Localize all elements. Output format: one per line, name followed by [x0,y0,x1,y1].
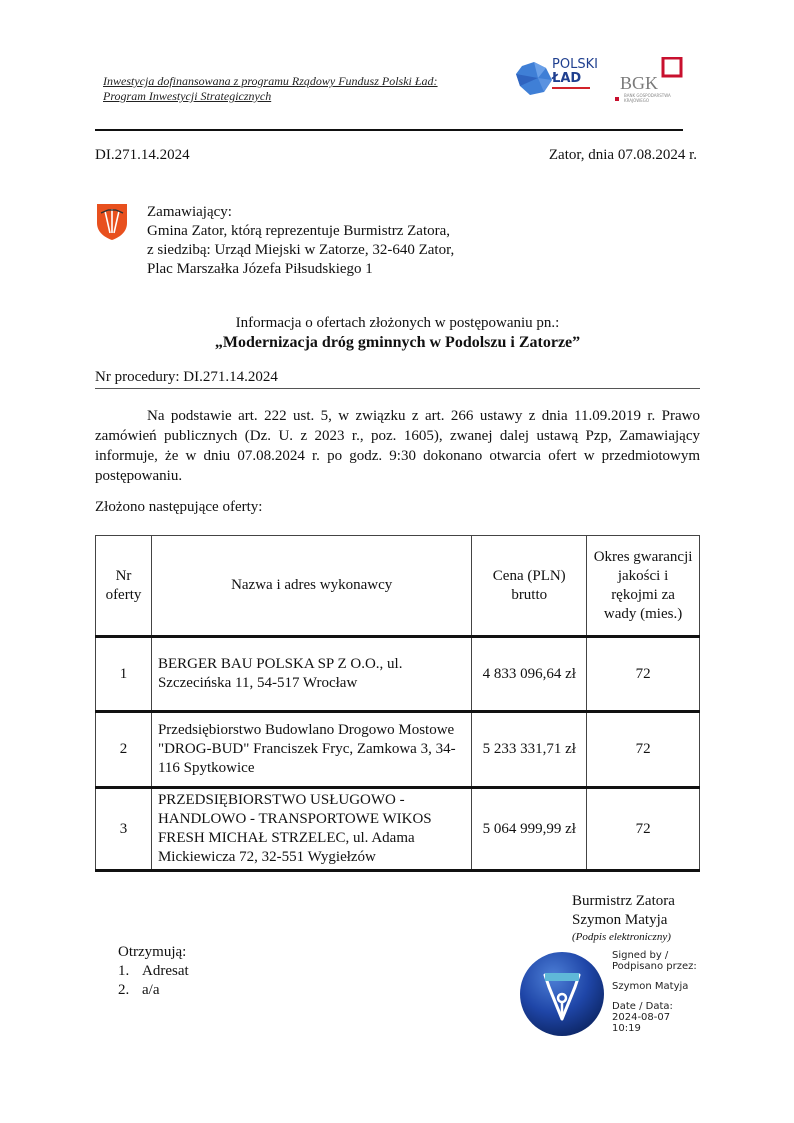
signer-block [572,892,675,944]
cell-price: 5 064 999,99 zł [472,788,587,871]
contracting-line1: Gmina Zator, którą reprezentuje Burmistrz Zatora, [147,223,451,239]
signature-info [612,950,697,1034]
table-header-row [96,536,700,637]
cell-warranty: 72 [587,788,700,871]
offers-table [95,535,700,872]
sign-date: 2024-08-07 [612,1012,671,1023]
recipient-text: a/a [142,982,160,998]
submitted-offers-label: Złożono następujące oferty: [95,499,263,515]
legal-paragraph: Na podstawie art. 222 ust. 5, w związku z art. 266 ustawy z dnia 11.09.2019 r. Prawo zamówień publicznych (Dz. U. z 2023 r., poz. 1605), zwanej dalej ustawą Pzp, Zamawiający informuje, że w dniu 07.08.2024 r. po godz. 9:30 dokonano otwarcia ofert w przedmiotowym postępowaniu. [95,408,700,484]
coat-of-arms-icon [96,203,128,241]
cell-price: 4 833 096,64 zł [472,637,587,712]
table-row [96,788,700,871]
bgk-sub1: BANK GOSPODARSTWA [624,93,671,98]
bgk-logo [612,57,692,107]
cell-name: Przedsiębiorstwo Budowlano Drogowo Mostowe "DROG-BUD" Franciszek Fryc, Zamkowa 3, 34-116 Spytkowice [151,712,471,788]
cell-nr: 3 [96,788,152,871]
recipient-number: 1. [118,963,130,979]
procedure-number: Nr procedury: DI.271.14.2024 [95,369,700,389]
signed-by-line1: Signed by / [612,950,669,961]
header-name: Nazwa i adres wykonawcy [151,536,471,637]
recipient-text: Adresat [142,963,189,979]
polski-lad-logo-icon [516,62,556,96]
polski-lad-line2: ŁAD [552,71,582,86]
signed-name: Szymon Matyja [612,981,689,992]
recipient-item [118,981,189,1000]
header-price: Cena (PLN) brutto [472,536,587,637]
funding-note-line1: Inwestycja dofinansowana z programu Rządowy Fundusz Polski Ład: [103,74,438,88]
signer-note: (Podpis elektroniczny) [572,931,671,943]
recipients-block [118,943,189,1000]
date-label: Date / Data: [612,1001,673,1012]
header-nr: Nr oferty [96,536,152,637]
signer-title: Burmistrz Zatora [572,893,675,909]
recipients-label: Otrzymują: [118,944,187,960]
bgk-sub2: KRAJOWEGO [624,98,650,103]
reference-number: DI.271.14.2024 [95,147,190,163]
contracting-label: Zamawiający: [147,204,232,220]
funding-note [103,74,438,104]
cell-name: BERGER BAU POLSKA SP Z O.O., ul. Szczecińska 11, 54-517 Wrocław [151,637,471,712]
cell-warranty: 72 [587,637,700,712]
signer-name: Szymon Matyja [572,912,668,928]
contracting-line2: z siedzibą: Urząd Miejski w Zatorze, 32-640 Zator, [147,242,455,258]
table-row [96,712,700,788]
document-title [95,314,700,352]
cell-nr: 2 [96,712,152,788]
title-line1: Informacja o ofertach złożonych w postępowaniu pn.: [235,315,560,331]
signed-by-line2: Podpisano przez: [612,961,697,972]
place-date: Zator, dnia 07.08.2024 r. [548,147,697,163]
fountain-pen-icon [519,951,605,1037]
polski-lad-line1: POLSKI [552,57,598,72]
title-line2: „Modernizacja dróg gminnych w Podolszu i Zatorze” [214,334,581,351]
bgk-text: BGK [620,73,659,93]
table-row [96,637,700,712]
cell-name: PRZEDSIĘBIORSTWO USŁUGOWO - HANDLOWO - TRANSPORTOWE WIKOS FRESH MICHAŁ STRZELEC, ul. Adama Mickiewicza 72, 32-551 Wygiełzów [151,788,471,871]
recipient-item [118,962,189,981]
header-warranty: Okres gwarancji jakości i rękojmi za wady (mies.) [587,536,700,637]
sign-time: 10:19 [612,1023,641,1034]
header-divider [95,129,683,131]
polski-lad-logo [516,58,602,104]
recipient-number: 2. [118,982,130,998]
cell-price: 5 233 331,71 zł [472,712,587,788]
cell-warranty: 72 [587,712,700,788]
cell-nr: 1 [96,637,152,712]
contracting-line3: Plac Marszałka Józefa Piłsudskiego 1 [147,261,373,277]
funding-note-line2: Program Inwestycji Strategicznych [103,89,272,103]
contracting-authority [147,203,454,279]
